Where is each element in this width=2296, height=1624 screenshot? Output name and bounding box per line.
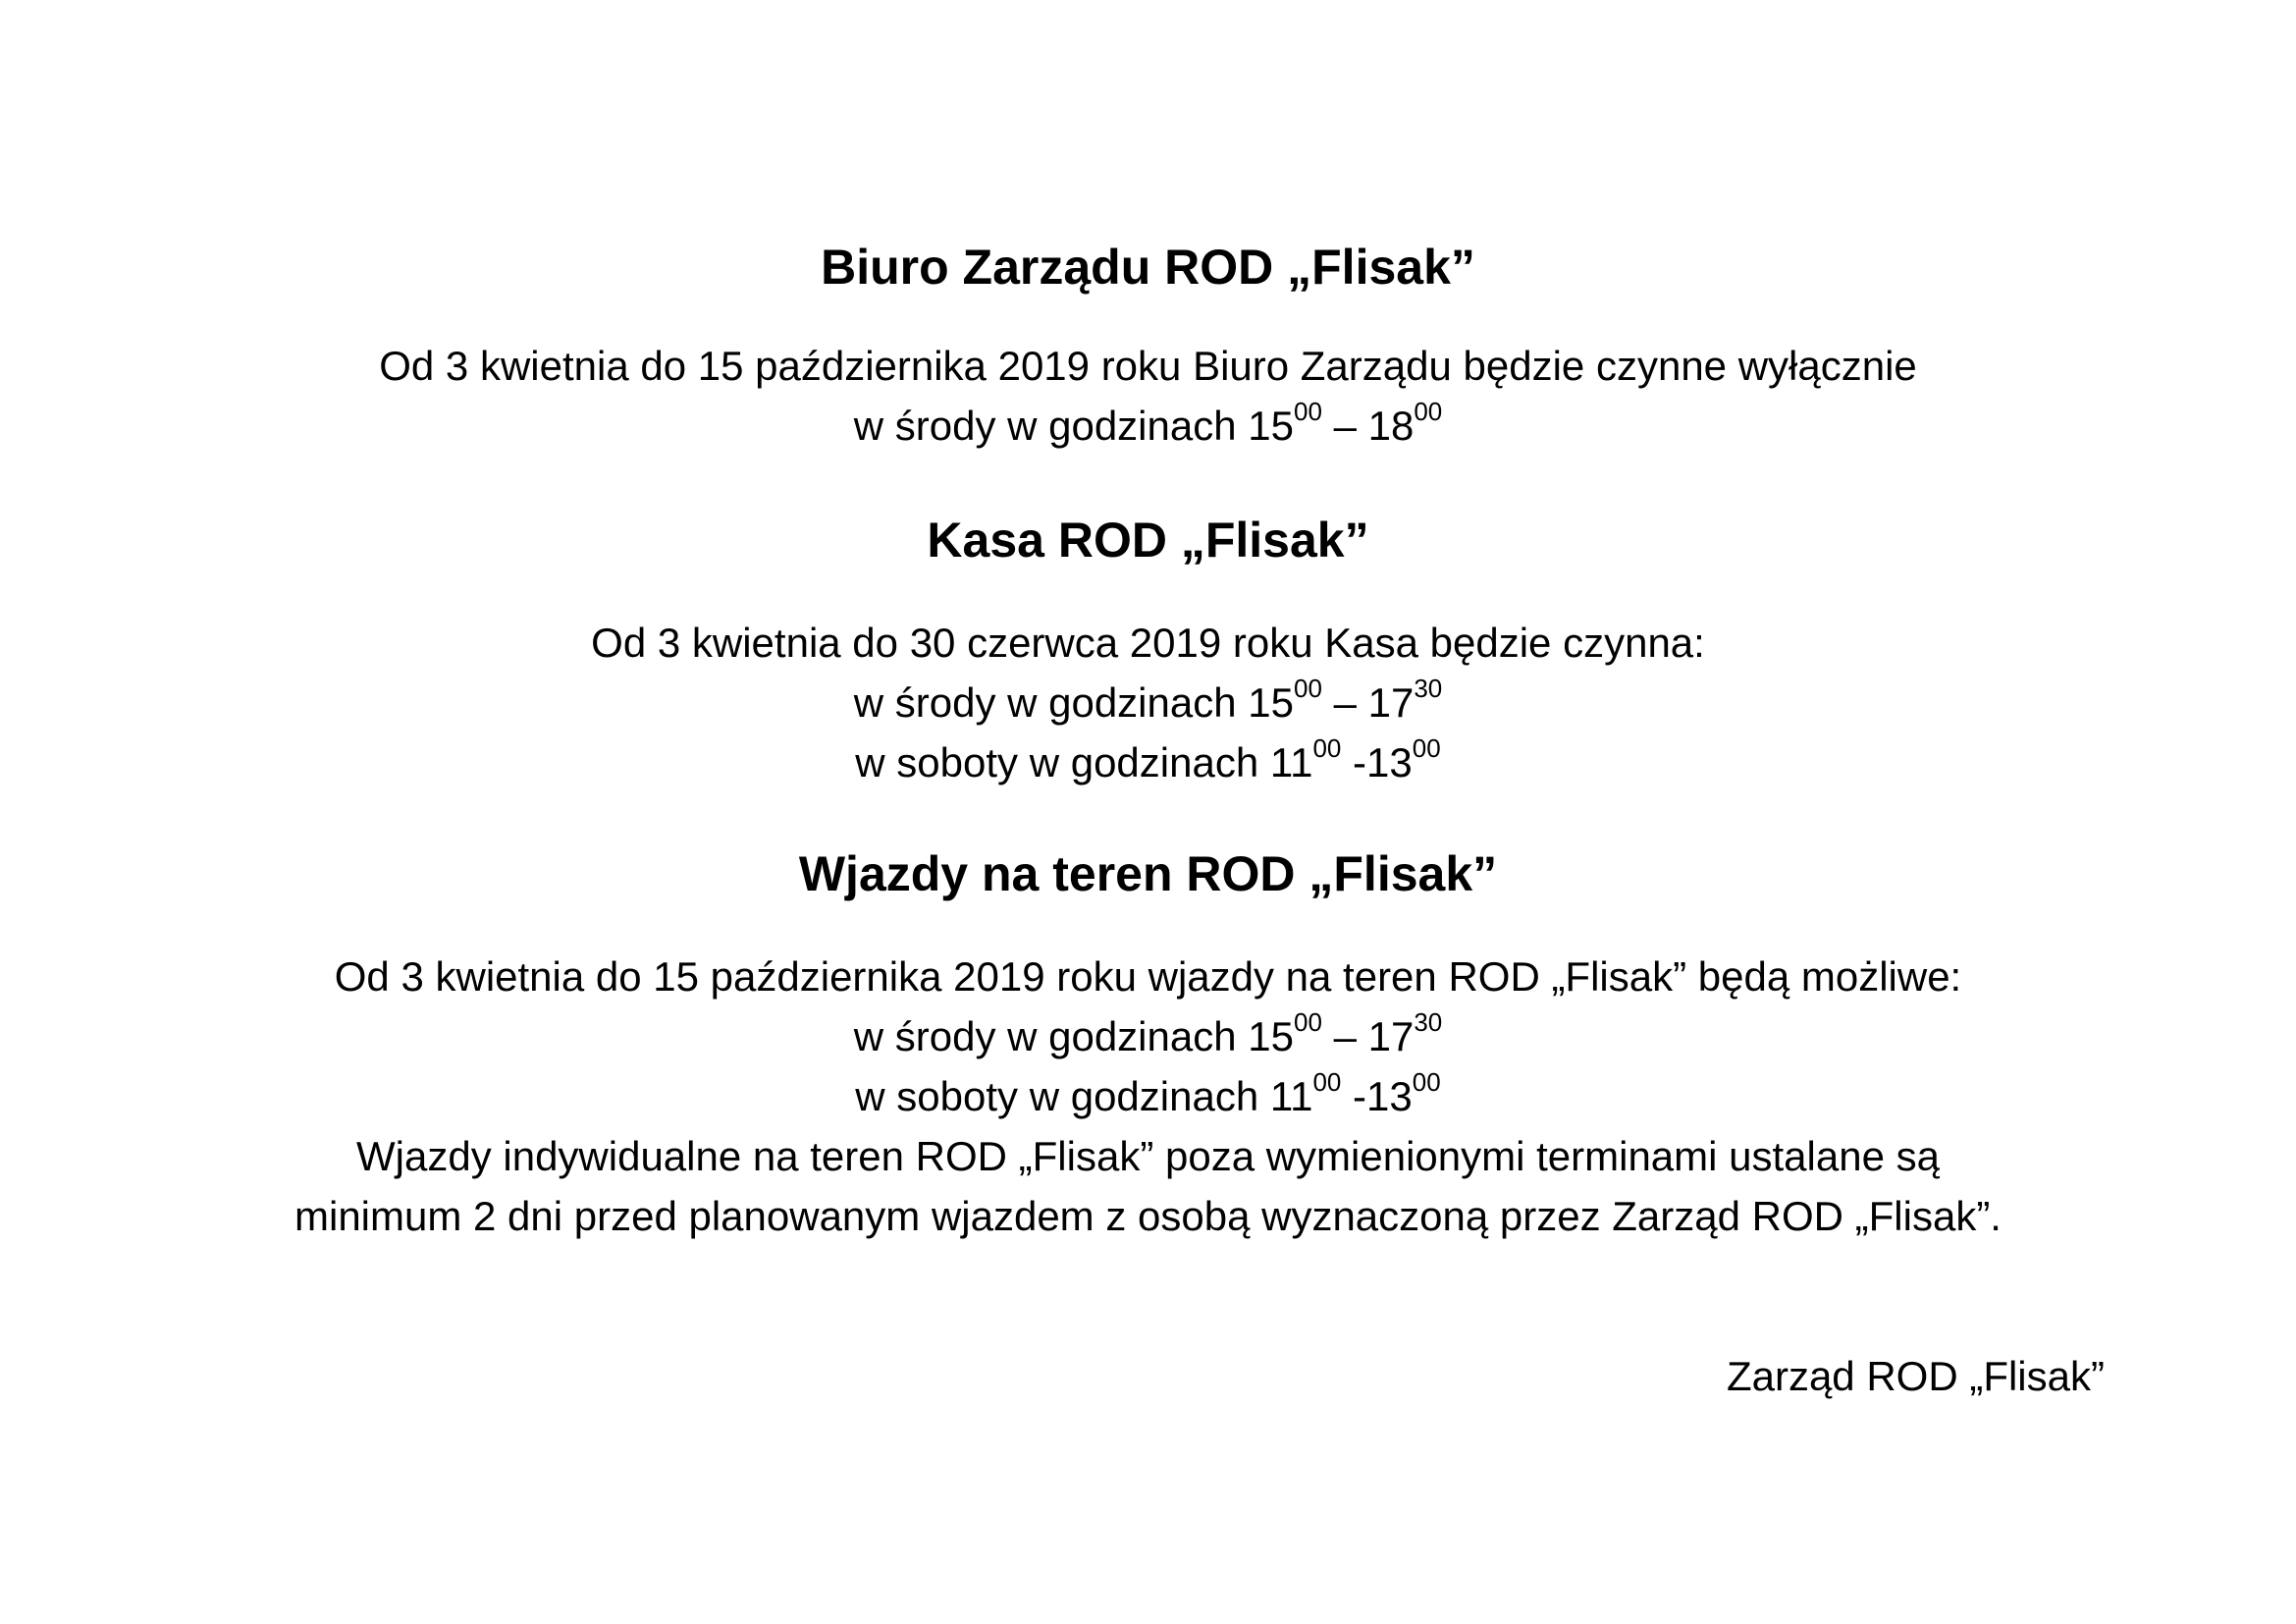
section-title-wjazdy: Wjazdy na teren ROD „Flisak”: [798, 846, 1498, 901]
wjazdy-wednesday-hours: [0, 1007, 2296, 1066]
biuro-hours-line: [0, 397, 2296, 456]
hours-prefix: w środy w godzinach 15: [853, 403, 1294, 449]
wjazdy-period-text: Od 3 kwietnia do 15 października 2019 roku wjazdy na teren ROD „Flisak” będą możliwe:: [334, 953, 1962, 1000]
wjazdy-saturday-hours: [0, 1067, 2296, 1126]
wjazdy-minimum-text: minimum 2 dni przed planowanym wjazdem z osobą wyznaczoną przez Zarząd ROD „Flisak”.: [294, 1193, 2002, 1239]
signature: Zarząd ROD „Flisak”: [1726, 1353, 2105, 1399]
hours-start-minutes: 00: [1293, 1007, 1322, 1037]
hours-end-minutes: 30: [1414, 674, 1443, 703]
kasa-period-text: Od 3 kwietnia do 30 czerwca 2019 roku Kasa będzie czynna:: [591, 620, 1705, 666]
kasa-wednesday-hours: [0, 674, 2296, 732]
hours-start-minutes: 00: [1312, 1067, 1342, 1097]
hours-start-minutes: 00: [1312, 733, 1342, 763]
hours-prefix: w środy w godzinach 15: [853, 679, 1294, 726]
hours-prefix: w środy w godzinach 15: [853, 1013, 1294, 1059]
hours-prefix: w soboty w godzinach 11: [855, 1073, 1313, 1119]
hours-separator: – 18: [1321, 403, 1415, 449]
hours-separator: -13: [1341, 1073, 1413, 1119]
hours-end-minutes: 00: [1412, 1067, 1441, 1097]
hours-separator: -13: [1341, 739, 1413, 785]
hours-start-minutes: 00: [1293, 674, 1322, 703]
kasa-saturday-hours: [0, 733, 2296, 792]
hours-start-minutes: 00: [1293, 397, 1322, 426]
section-title-biuro: Biuro Zarządu ROD „Flisak”: [821, 240, 1475, 295]
hours-separator: – 17: [1321, 1013, 1415, 1059]
biuro-period-text: Od 3 kwietnia do 15 października 2019 roku Biuro Zarządu będzie czynne wyłącznie: [379, 343, 1917, 389]
hours-end-minutes: 00: [1412, 733, 1441, 763]
section-title-kasa: Kasa ROD „Flisak”: [927, 513, 1369, 568]
hours-end-minutes: 00: [1414, 397, 1443, 426]
hours-end-minutes: 30: [1414, 1007, 1443, 1037]
hours-prefix: w soboty w godzinach 11: [855, 739, 1313, 785]
hours-separator: – 17: [1321, 679, 1415, 726]
wjazdy-individual-text: Wjazdy indywidualne na teren ROD „Flisak” poza wymienionymi terminami ustalane są: [356, 1133, 1940, 1179]
